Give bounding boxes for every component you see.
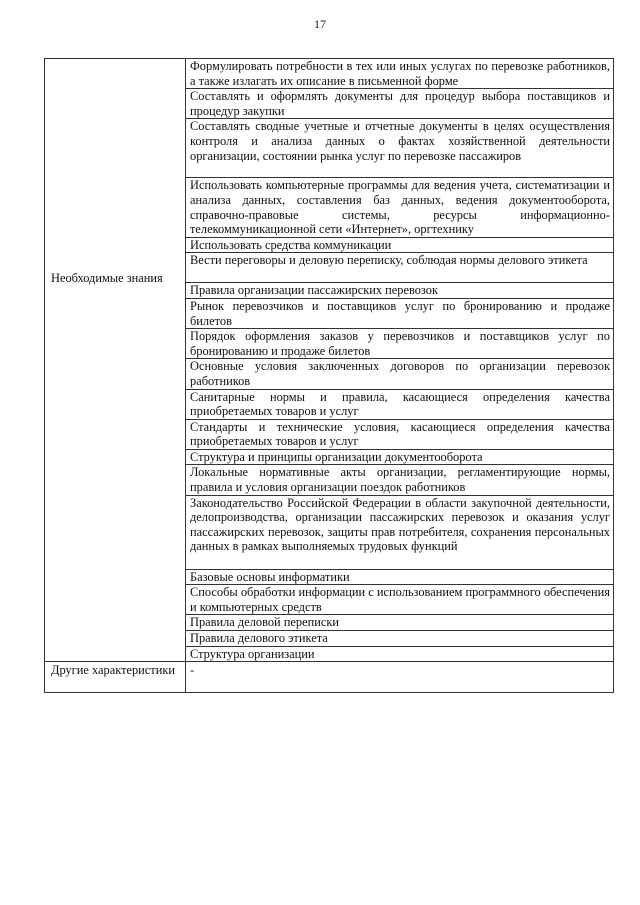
knowledge-label-cell <box>45 270 186 662</box>
knowledge-item: Правила делового этикета <box>186 631 614 647</box>
knowledge-label: Необходимые знания <box>51 270 163 285</box>
knowledge-item: Правила организации пассажирских перевозок <box>186 283 614 299</box>
table-row <box>45 59 614 89</box>
knowledge-item: Основные условия заключенных договоров по организации перевозок работников <box>186 359 614 389</box>
knowledge-item: Структура и принципы организации документооборота <box>186 449 614 465</box>
requirements-table <box>44 58 614 693</box>
table-row <box>45 283 614 299</box>
other-label: Другие характеристики <box>45 662 186 693</box>
knowledge-item: Структура организации <box>186 646 614 662</box>
skills-label-cell <box>45 59 186 283</box>
skill-item: Вести переговоры и деловую переписку, соблюдая нормы делового этикета <box>186 253 614 283</box>
knowledge-item: Способы обработки информации с использованием программного обеспечения и компьютерных средств <box>186 585 614 615</box>
knowledge-item: Стандарты и технические условия, касающиеся определения качества приобретаемых товаров и услуг <box>186 419 614 449</box>
skill-item: Составлять сводные учетные и отчетные документы в целях осуществления контроля и анализа данных о фактах хозяйственной деятельности организации, состоянии рынка услуг по перевозке пассажиров <box>186 119 614 178</box>
skill-item: Использовать средства коммуникации <box>186 237 614 253</box>
other-value: - <box>186 662 614 693</box>
knowledge-item: Порядок оформления заказов у перевозчиков и поставщиков услуг по бронированию и продаже билетов <box>186 329 614 359</box>
knowledge-item: Базовые основы информатики <box>186 569 614 585</box>
knowledge-item: Санитарные нормы и правила, касающиеся определения качества приобретаемых товаров и услуг <box>186 389 614 419</box>
skill-item: Составлять и оформлять документы для процедур выбора поставщиков и процедур закупки <box>186 89 614 119</box>
knowledge-item: Рынок перевозчиков и поставщиков услуг по бронированию и продаже билетов <box>186 298 614 328</box>
knowledge-item: Правила деловой переписки <box>186 615 614 631</box>
table-row <box>45 662 614 693</box>
page-number: 17 <box>314 17 326 31</box>
skill-item: Использовать компьютерные программы для ведения учета, систематизации и анализа данных, составления баз данных, ведения документооборота, справочно-правовые системы, ресурсы информационно-телекоммуникационной сети «Интернет», оргтехнику <box>186 178 614 237</box>
knowledge-item: Законодательство Российской Федерации в области закупочной деятельности, делопроизводства, организации пассажирских перевозок и оказания услуг пассажирских перевозок, защиты прав потребителя, сохранения персональных данных в рамках выполняемых трудовых функций <box>186 495 614 569</box>
skill-item: Формулировать потребности в тех или иных услугах по перевозке работников, а также излагать их описание в письменной форме <box>186 59 614 89</box>
knowledge-item: Локальные нормативные акты организации, регламентирующие нормы, правила и условия организации поездок работников <box>186 465 614 495</box>
